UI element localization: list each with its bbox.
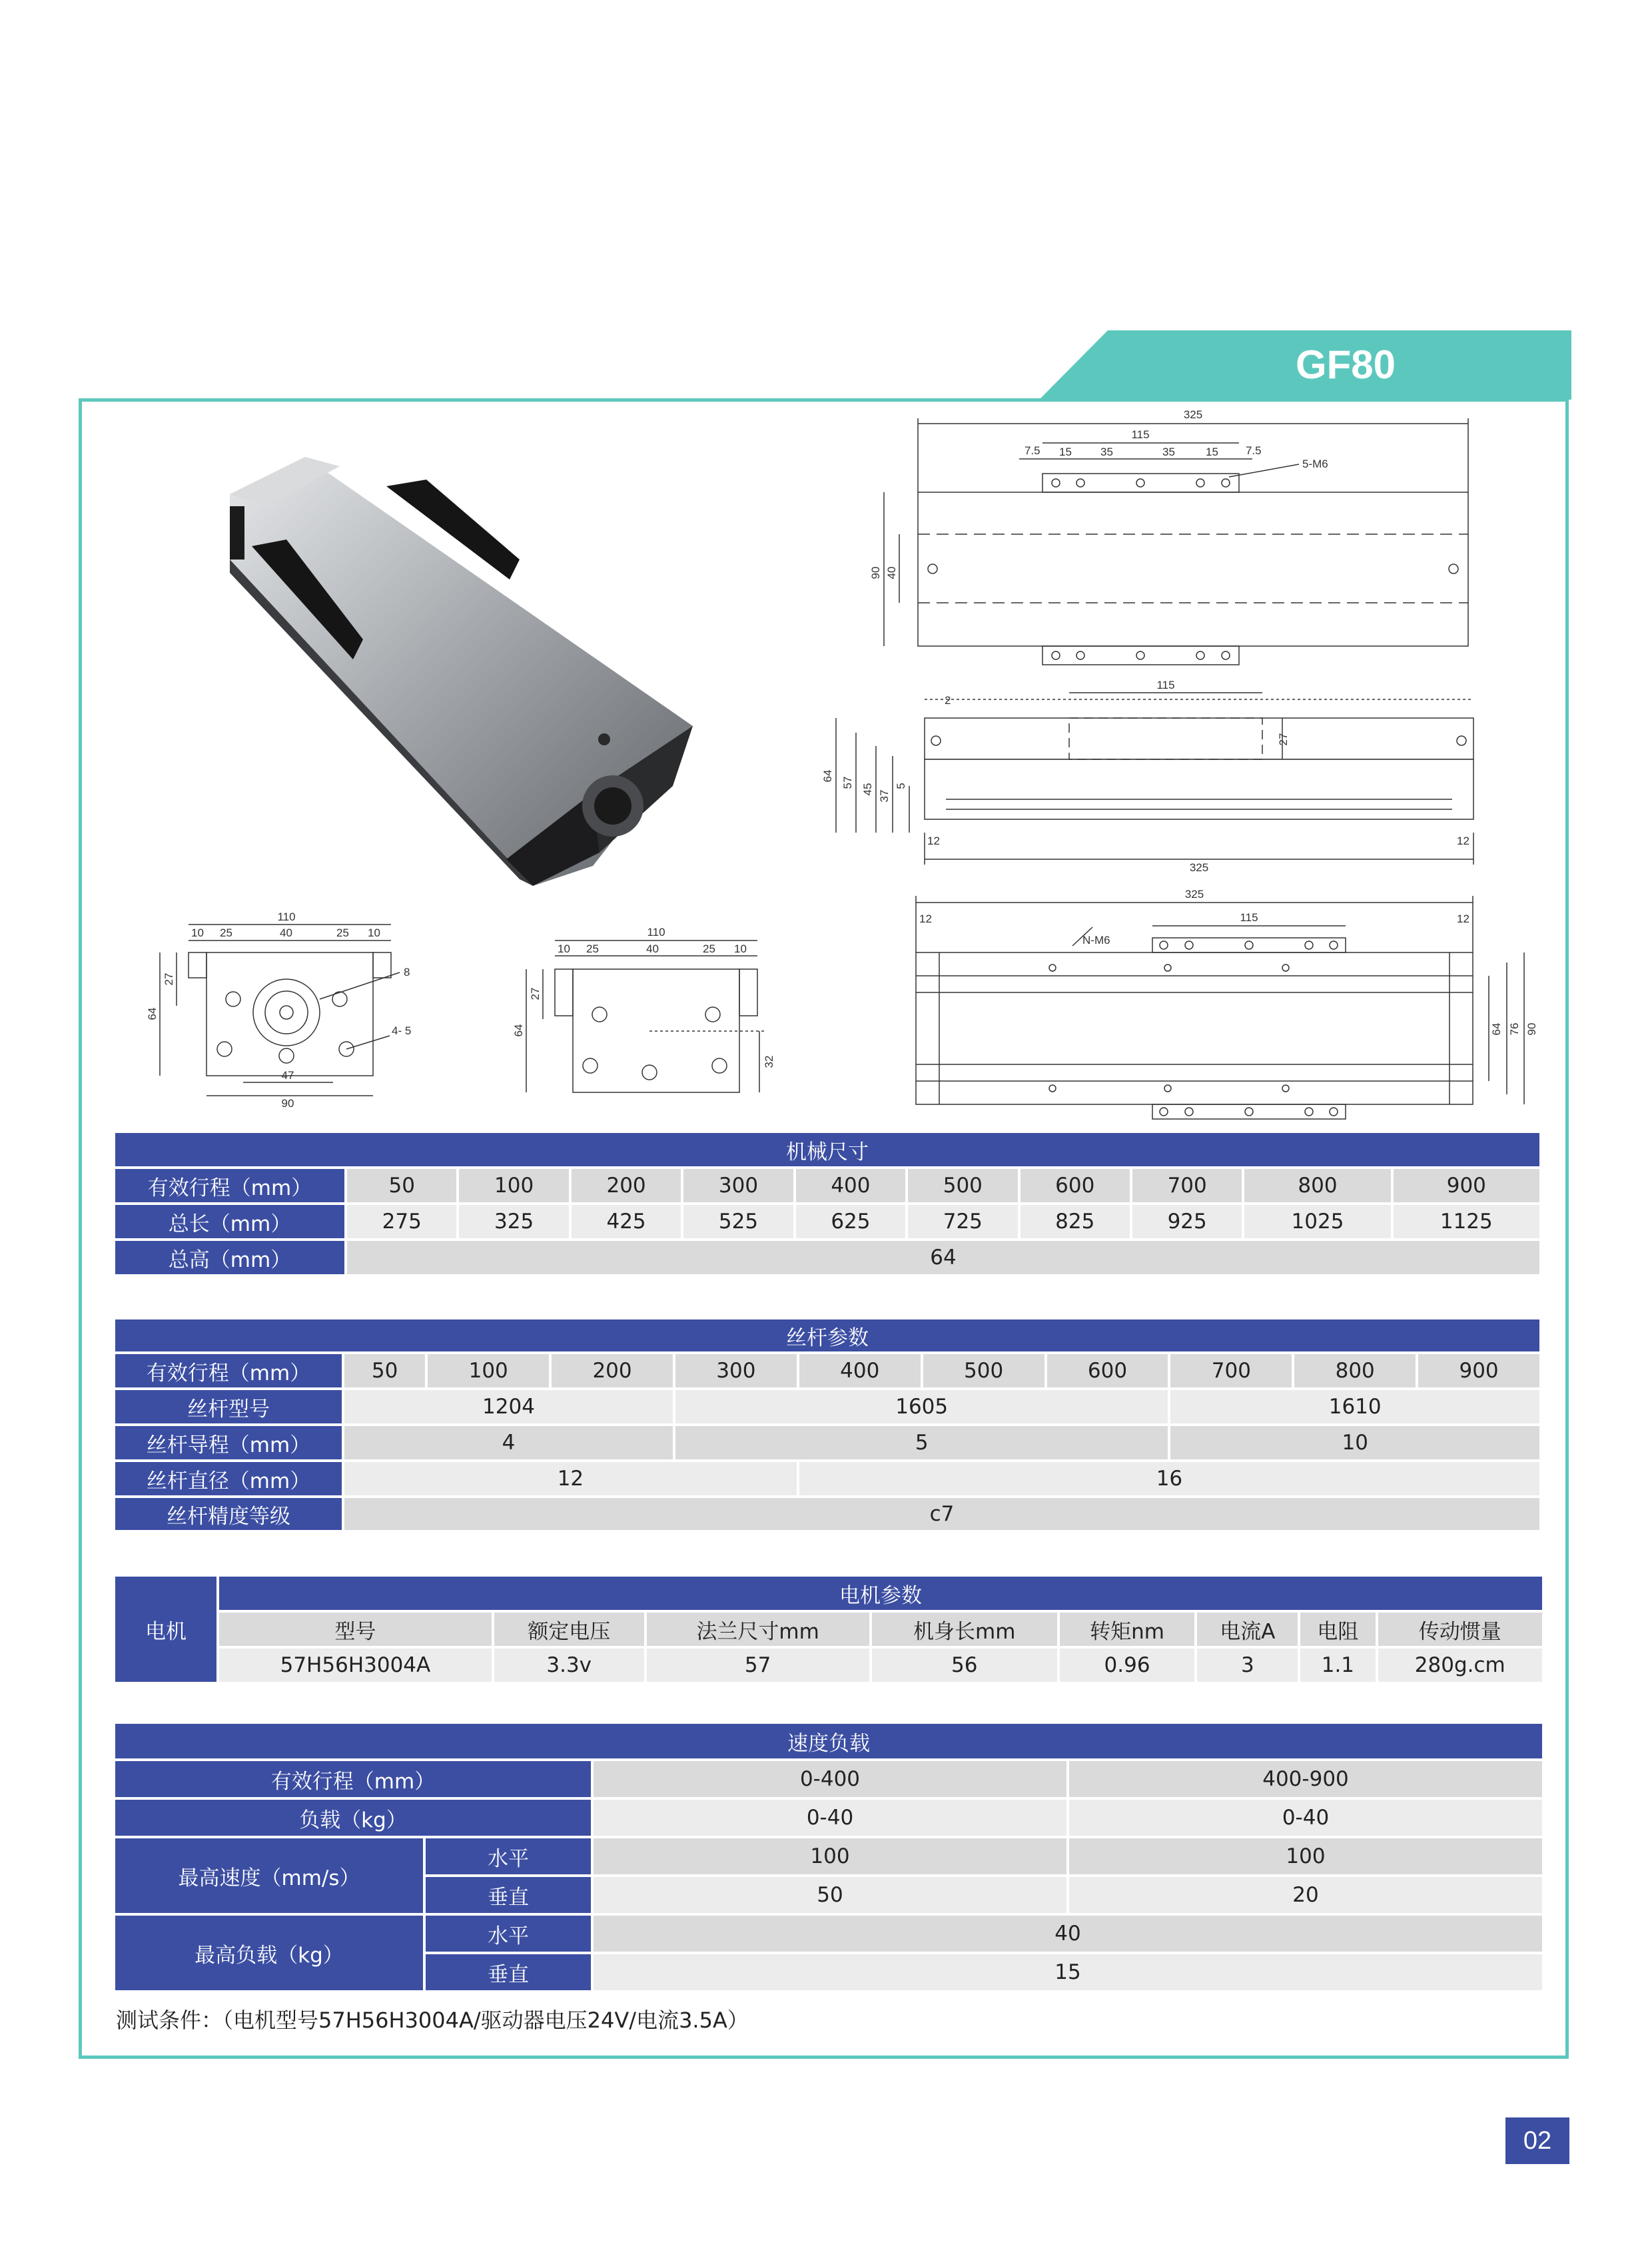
mech-cell: 525 <box>683 1205 793 1238</box>
motor-header: 法兰尺寸mm <box>647 1613 869 1646</box>
mech-cell: 300 <box>683 1169 793 1202</box>
dim-text: 64 <box>821 769 834 783</box>
screw-table <box>113 1317 1542 1533</box>
dim-text: 12 <box>927 835 940 847</box>
mech-title: 机械尺寸 <box>115 1133 1539 1166</box>
dim-text: 37 <box>878 789 891 803</box>
screw-dia-label: 丝杆直径（mm） <box>115 1462 342 1495</box>
screw-cell: 300 <box>675 1354 797 1387</box>
motor-table <box>113 1574 1545 1685</box>
end-view-idle-drawing <box>526 940 766 1092</box>
dim-text: 35 <box>1162 446 1175 458</box>
screw-cell: 50 <box>344 1354 425 1387</box>
screw-cell: 10 <box>1170 1426 1539 1459</box>
mech-cell: 925 <box>1132 1205 1242 1238</box>
dim-text: 64 <box>1490 1022 1503 1036</box>
dim-text: 12 <box>919 913 932 925</box>
motor-title: 电机参数 <box>219 1577 1542 1610</box>
horizontal-label: 水平 <box>426 1916 591 1952</box>
dim-text: 90 <box>1525 1022 1538 1036</box>
speed-cell: 400-900 <box>1069 1761 1542 1797</box>
dim-text: 7.5 <box>1025 444 1040 457</box>
motor-cell: 0.96 <box>1060 1649 1195 1682</box>
screw-cell: 1610 <box>1170 1390 1539 1423</box>
mech-cell: 50 <box>347 1169 456 1202</box>
motor-header: 额定电压 <box>494 1613 644 1646</box>
mech-cell: 825 <box>1021 1205 1130 1238</box>
vertical-label: 垂直 <box>426 1954 591 1990</box>
motor-side-label: 电机 <box>115 1577 216 1682</box>
mech-cell: 500 <box>908 1169 1017 1202</box>
mech-cell: 800 <box>1244 1169 1390 1202</box>
motor-cell: 280g.cm <box>1378 1649 1542 1682</box>
dim-text: 325 <box>1189 861 1209 874</box>
dim-text: 15 <box>1206 446 1218 458</box>
dim-text: 57 <box>841 776 854 789</box>
dim-text: 40 <box>280 927 292 939</box>
mech-height-label: 总高（mm） <box>115 1241 344 1274</box>
screw-cell: 800 <box>1294 1354 1416 1387</box>
screw-cell: 12 <box>344 1462 797 1495</box>
screw-cell: 100 <box>428 1354 549 1387</box>
motor-header: 型号 <box>219 1613 492 1646</box>
motor-cell: 57 <box>647 1649 869 1682</box>
dim-text: 4- 5 <box>392 1024 412 1037</box>
speed-cell: 0-40 <box>1069 1800 1542 1836</box>
mech-cell: 425 <box>572 1205 681 1238</box>
dim-text: 115 <box>1156 679 1175 691</box>
screw-cell: 200 <box>552 1354 673 1387</box>
dim-text: 25 <box>703 942 715 955</box>
screw-title: 丝杆参数 <box>115 1319 1539 1351</box>
dim-text: 325 <box>1183 408 1203 421</box>
dim-text: 12 <box>1457 835 1469 847</box>
speed-cell: 40 <box>594 1916 1542 1952</box>
screw-stroke-label: 有效行程（mm） <box>115 1354 342 1387</box>
speed-cell: 50 <box>594 1877 1066 1913</box>
screw-cell: 16 <box>799 1462 1539 1495</box>
dim-text: 10 <box>191 927 204 939</box>
dim-text: 90 <box>869 566 882 579</box>
model-title: GF80 <box>1295 342 1396 387</box>
dim-text: 25 <box>220 927 232 939</box>
mech-cell: 100 <box>459 1169 568 1202</box>
dim-text: 2 <box>945 694 951 707</box>
screw-grade-label: 丝杆精度等级 <box>115 1498 342 1530</box>
mech-length-label: 总长（mm） <box>115 1205 344 1238</box>
dim-text: 40 <box>885 566 898 579</box>
dim-text: 7.5 <box>1246 444 1262 457</box>
mech-cell: 600 <box>1021 1169 1130 1202</box>
mech-cell: 325 <box>459 1205 568 1238</box>
screw-cell: 4 <box>344 1426 673 1459</box>
dim-text: N-M6 <box>1082 934 1110 946</box>
speed-cell: 0-400 <box>594 1761 1066 1797</box>
max-speed-label: 最高速度（mm/s） <box>115 1838 423 1913</box>
mech-cell: 900 <box>1394 1169 1539 1202</box>
motor-header: 机身长mm <box>872 1613 1057 1646</box>
screw-cell: 900 <box>1418 1354 1539 1387</box>
screw-cell: 1605 <box>675 1390 1168 1423</box>
mech-stroke-label: 有效行程（mm） <box>115 1169 344 1202</box>
dim-text: 110 <box>277 911 296 923</box>
dim-text: 35 <box>1100 446 1113 458</box>
speed-cell: 100 <box>1069 1838 1542 1874</box>
speed-cell: 100 <box>594 1838 1066 1874</box>
mech-cell: 200 <box>572 1169 681 1202</box>
max-load-label: 最高负载（kg） <box>115 1916 423 1990</box>
mech-cell: 725 <box>908 1205 1017 1238</box>
dim-text: 325 <box>1184 888 1204 901</box>
motor-header: 电阻 <box>1300 1613 1375 1646</box>
dim-text: 15 <box>1059 446 1072 458</box>
speed-stroke-label: 有效行程（mm） <box>115 1761 591 1797</box>
page-number: 02 <box>1505 2117 1569 2164</box>
mech-cell: 1125 <box>1394 1205 1539 1238</box>
mech-cell: 625 <box>796 1205 905 1238</box>
screw-model-label: 丝杆型号 <box>115 1390 342 1423</box>
dim-text: 5 <box>895 783 907 789</box>
speed-cell: 20 <box>1069 1877 1542 1913</box>
dim-text: 27 <box>163 972 175 986</box>
speed-title: 速度负载 <box>115 1724 1542 1758</box>
motor-cell: 3.3v <box>494 1649 644 1682</box>
mech-cell: 1025 <box>1244 1205 1390 1238</box>
vertical-label: 垂直 <box>426 1877 591 1913</box>
dim-text: 27 <box>529 987 542 1000</box>
motor-cell: 1.1 <box>1300 1649 1375 1682</box>
test-conditions-note: 测试条件：（电机型号57H56H3004A/驱动器电压24V/电流3.5A） <box>116 2008 749 2033</box>
dim-text: 5-M6 <box>1302 458 1328 470</box>
speed-load-label: 负载（kg） <box>115 1800 591 1836</box>
dim-text: 25 <box>336 927 349 939</box>
dim-text: 27 <box>1277 733 1290 746</box>
screw-cell: 600 <box>1047 1354 1168 1387</box>
dim-text: 10 <box>368 927 380 939</box>
dim-text: 40 <box>646 942 659 955</box>
mech-table <box>113 1130 1542 1277</box>
dim-text: 90 <box>281 1097 294 1110</box>
motor-header: 传动惯量 <box>1378 1613 1542 1646</box>
bottom-view-drawing <box>916 896 1524 1119</box>
dim-text: 8 <box>404 966 410 978</box>
screw-cell: 1204 <box>344 1390 673 1423</box>
dim-text: 45 <box>861 783 874 796</box>
motor-cell: 3 <box>1197 1649 1298 1682</box>
screw-cell: 400 <box>799 1354 921 1387</box>
dim-text: 115 <box>1131 428 1150 441</box>
speed-cell: 0-40 <box>594 1800 1066 1836</box>
screw-lead-label: 丝杆导程（mm） <box>115 1426 342 1459</box>
dim-text: 76 <box>1508 1022 1521 1036</box>
dim-text: 12 <box>1457 913 1469 925</box>
mech-cell: 64 <box>347 1241 1539 1274</box>
motor-header: 转矩nm <box>1060 1613 1195 1646</box>
screw-cell: c7 <box>344 1498 1539 1530</box>
mech-cell: 275 <box>347 1205 456 1238</box>
dim-text: 110 <box>647 926 665 939</box>
horizontal-label: 水平 <box>426 1838 591 1874</box>
mech-cell: 400 <box>796 1169 905 1202</box>
dim-text: 115 <box>1240 911 1258 924</box>
mech-cell: 700 <box>1132 1169 1242 1202</box>
screw-cell: 700 <box>1170 1354 1292 1387</box>
screw-cell: 5 <box>675 1426 1168 1459</box>
motor-cell: 57H56H3004A <box>219 1649 492 1682</box>
dim-text: 25 <box>586 942 599 955</box>
motor-header: 电流A <box>1197 1613 1298 1646</box>
top-view-drawing <box>884 418 1468 665</box>
dim-text: 47 <box>281 1069 294 1082</box>
product-photo <box>230 457 693 886</box>
screw-cell: 500 <box>923 1354 1044 1387</box>
motor-cell: 56 <box>872 1649 1057 1682</box>
end-view-motor-drawing <box>160 925 400 1096</box>
dim-text: 32 <box>763 1055 775 1068</box>
dim-text: 10 <box>734 942 747 955</box>
dim-text: 64 <box>146 1007 159 1020</box>
dim-text: 10 <box>558 942 570 955</box>
dim-text: 64 <box>512 1024 525 1037</box>
speed-table <box>113 1721 1545 1993</box>
speed-cell: 15 <box>594 1954 1542 1990</box>
